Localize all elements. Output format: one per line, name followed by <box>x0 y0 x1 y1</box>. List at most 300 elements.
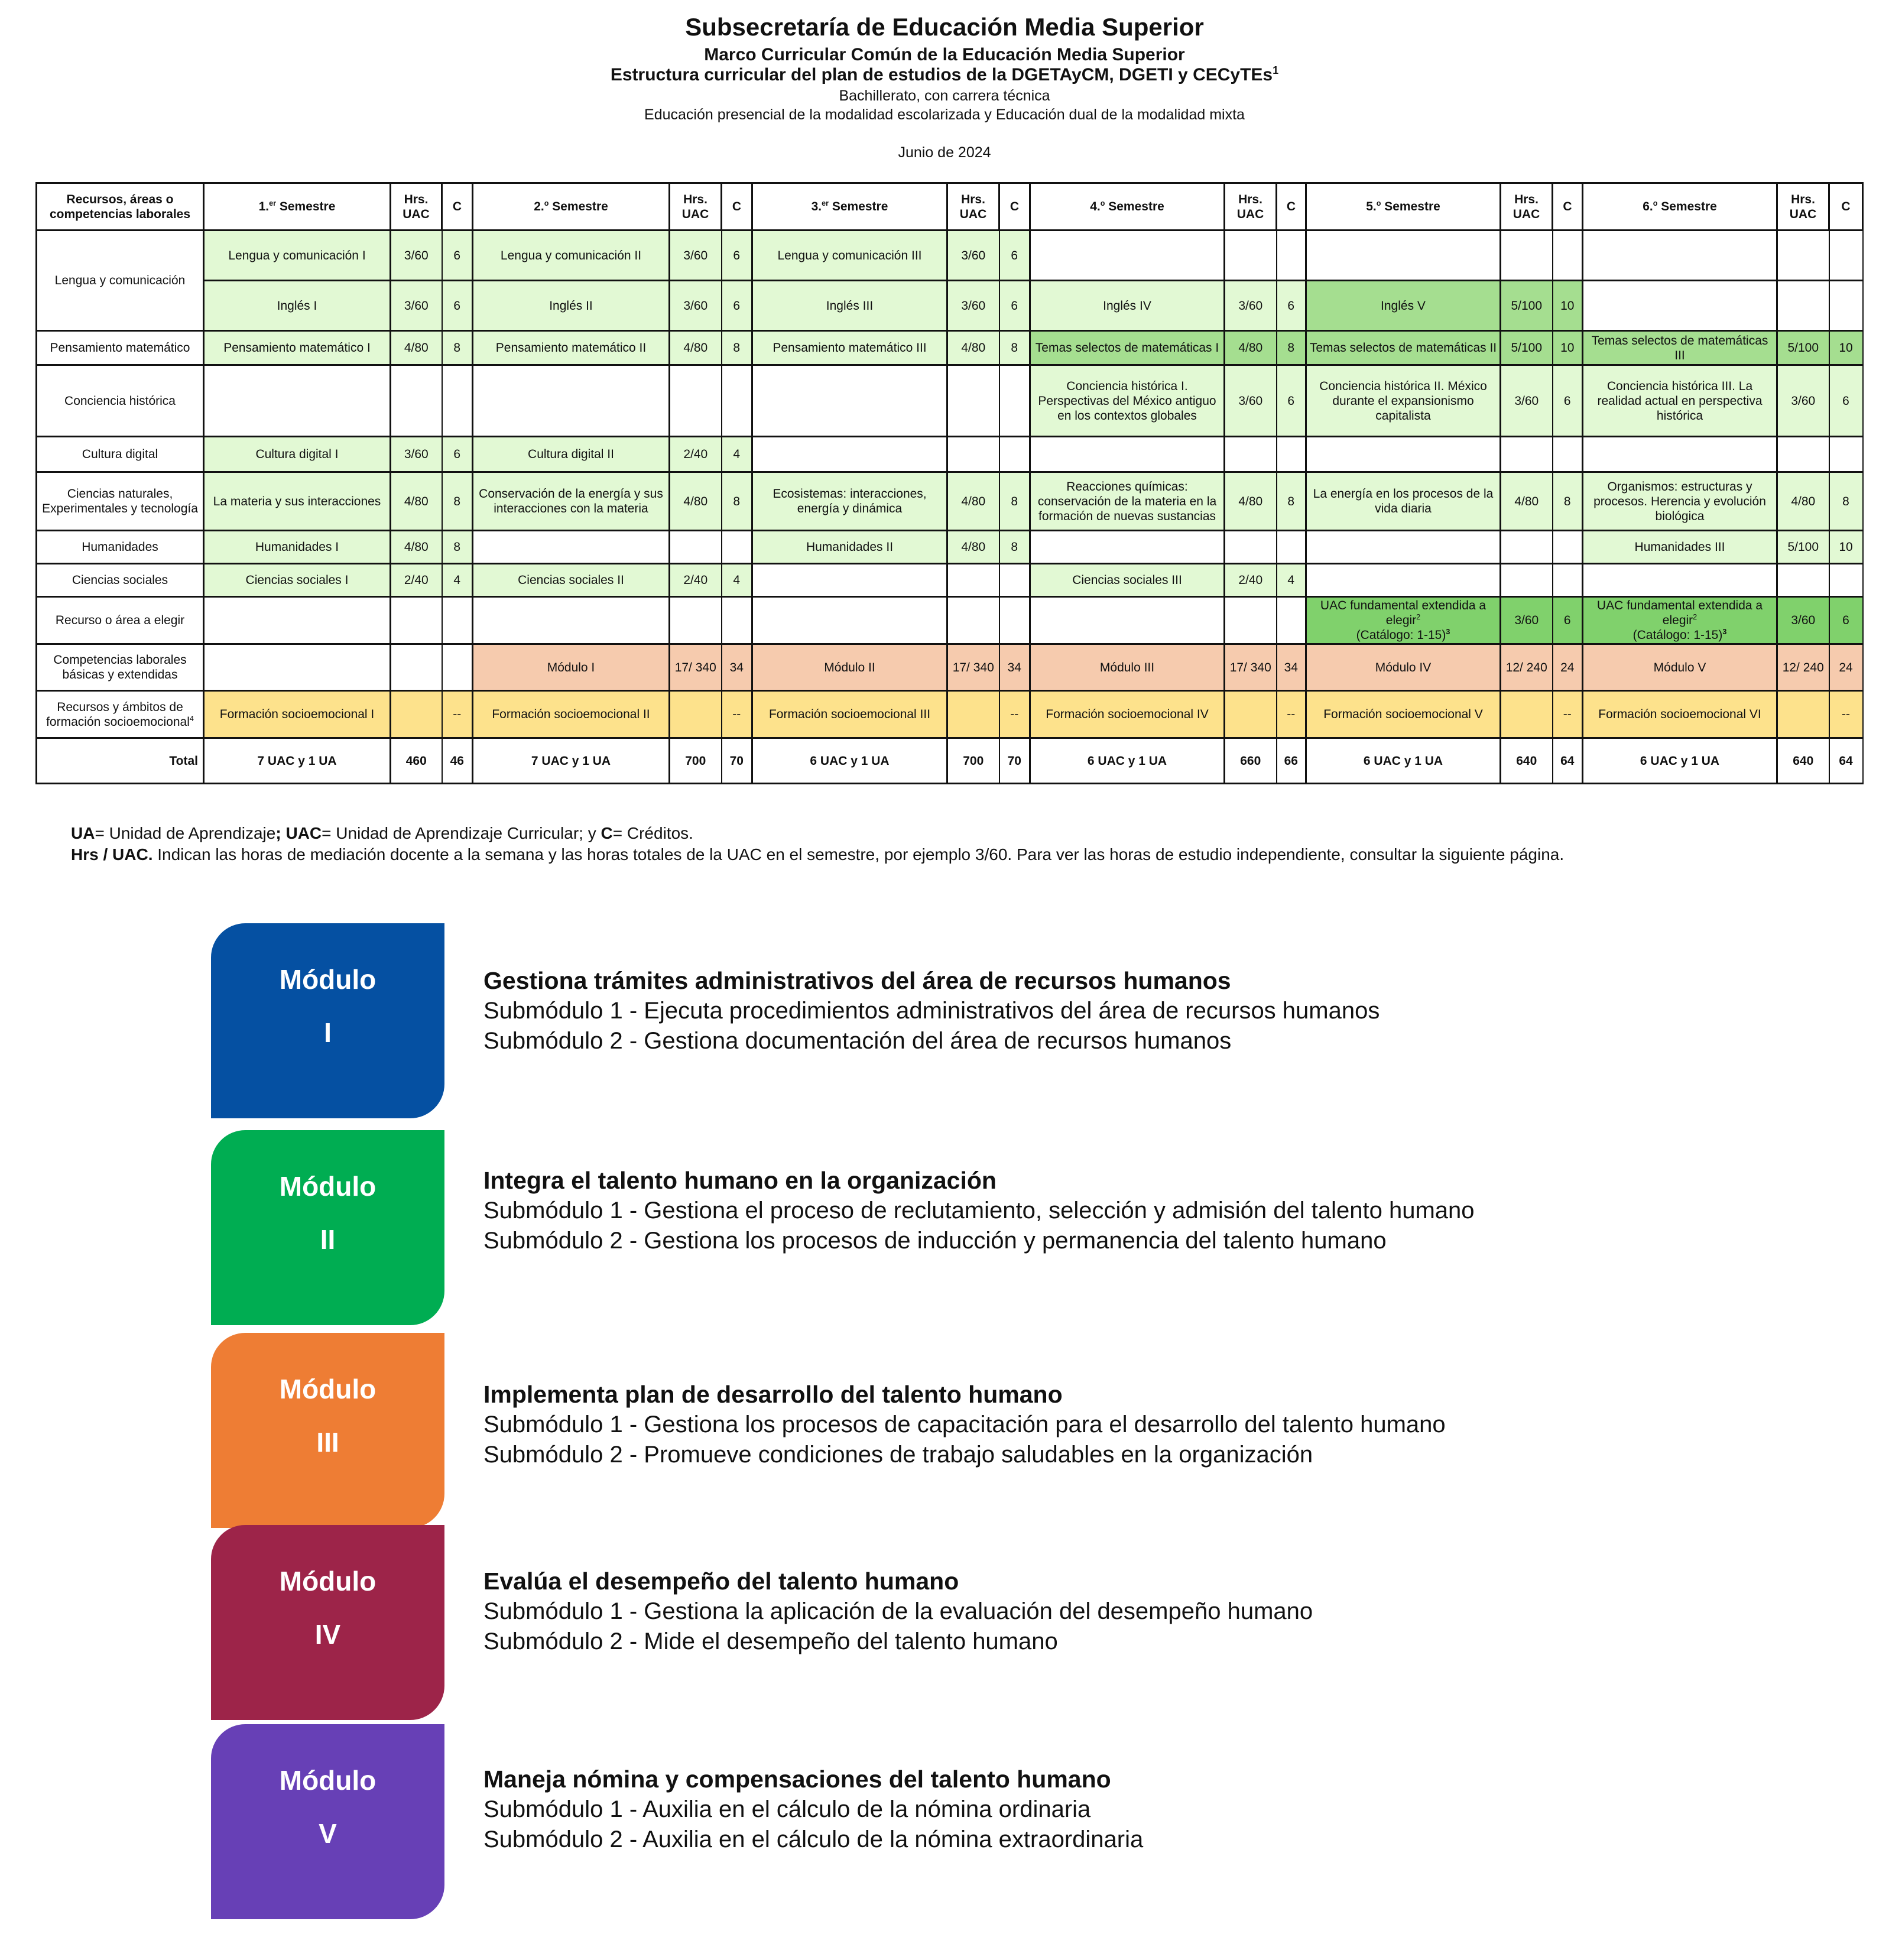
uac-cell <box>473 738 670 784</box>
hours-cell <box>947 365 999 437</box>
module-numeral: V <box>319 1818 337 1849</box>
credits-cell: 34 <box>722 644 752 691</box>
uac-cell <box>204 437 391 472</box>
notes <box>71 823 1564 865</box>
credits-cell: 8 <box>442 472 473 531</box>
subtitle-modalidad: Educación presencial de la modalidad escolarizada y Educación dual de la modalidad mixta <box>644 106 1245 123</box>
credits-cell <box>1829 437 1863 472</box>
submodule-1: Submódulo 1 - Gestiona los procesos de capacitación para el desarrollo del talento humano <box>483 1411 1446 1437</box>
uac-cell <box>204 281 391 331</box>
uac-cell <box>1030 281 1225 331</box>
table-header-row <box>37 183 1863 231</box>
sem-sup: o <box>1100 199 1105 207</box>
uac-cell <box>473 281 670 331</box>
hours-cell: 4/80 <box>1225 331 1277 365</box>
uac-name: Ciencias sociales II <box>518 573 624 587</box>
footnote-ref: 1 <box>1273 64 1279 76</box>
uac-cell <box>1583 231 1777 281</box>
hours-cell: 3/60 <box>391 281 442 331</box>
credits-cell <box>1277 231 1306 281</box>
uac-cell <box>204 597 391 644</box>
uac-name: Formación socioemocional I <box>219 708 375 721</box>
hours-cell <box>1777 564 1829 597</box>
hours-cell <box>1225 231 1277 281</box>
hours-cell: 17/ 340 <box>947 644 999 691</box>
uac-name: UAC fundamental extendida a elegir <box>1596 599 1763 627</box>
uac-cell <box>1030 231 1225 281</box>
document-date: Junio de 2024 <box>898 144 991 161</box>
uac-name: Módulo III <box>1099 660 1155 674</box>
module-description <box>483 1380 1446 1470</box>
hours-cell <box>670 531 722 564</box>
credits-cell: 46 <box>442 738 473 784</box>
uac-name: Formación socioemocional III <box>768 708 931 721</box>
credits-cell: 70 <box>999 738 1030 784</box>
area-label-text: Total <box>169 754 198 768</box>
uac-name: UAC fundamental extendida a elegir <box>1320 599 1486 627</box>
uac-cell <box>1583 564 1777 597</box>
uac-cell <box>473 564 670 597</box>
hours-cell <box>1777 437 1829 472</box>
hours-cell <box>670 597 722 644</box>
uac-cell <box>204 738 391 784</box>
abbr-ua: UA <box>71 824 95 842</box>
hours-cell: 3/60 <box>670 281 722 331</box>
uac-name: Módulo I <box>547 660 595 674</box>
hours-cell: 4/80 <box>947 472 999 531</box>
uac-name: 7 UAC y 1 UA <box>257 754 337 768</box>
credits-cell: 6 <box>722 281 752 331</box>
credits-cell: 6 <box>442 231 473 281</box>
credits-cell: 34 <box>1277 644 1306 691</box>
module-badge <box>211 1333 444 1528</box>
hours-cell <box>1777 231 1829 281</box>
area-label <box>37 564 204 597</box>
submodule-2: Submódulo 2 - Gestiona documentación del área de recursos humanos <box>483 1028 1232 1054</box>
credits-cell: 34 <box>999 644 1030 691</box>
uac-name: 6 UAC y 1 UA <box>810 754 890 768</box>
uac-cell <box>752 531 947 564</box>
area-label-text: Lengua y comunicación <box>54 274 186 287</box>
module-numeral: I <box>324 1017 332 1048</box>
uac-name: Conciencia histórica II. México durante el expansionismo capitalista <box>1319 379 1487 423</box>
header-semester <box>1030 183 1225 231</box>
uac-name: Conservación de la energía y sus interacciones con la materia <box>479 487 663 515</box>
uac-cell <box>204 644 391 691</box>
credits-cell: 6 <box>999 231 1030 281</box>
hours-cell: 2/40 <box>670 564 722 597</box>
hours-cell <box>1777 281 1829 331</box>
catalog-note: (Catálogo: 1-15) <box>1632 628 1723 642</box>
uac-cell <box>473 331 670 365</box>
hours-cell <box>1501 564 1553 597</box>
credits-cell: 24 <box>1553 644 1583 691</box>
module-badge <box>211 1130 444 1325</box>
credits-cell: 8 <box>1277 472 1306 531</box>
sem-label: Semestre <box>1657 200 1717 213</box>
submodule-2: Submódulo 2 - Mide el desempeño del talento humano <box>483 1628 1058 1654</box>
credits-cell <box>1553 531 1583 564</box>
uac-cell <box>1583 365 1777 437</box>
hours-cell <box>1777 691 1829 738</box>
footnote-ref: 2 <box>1693 613 1697 621</box>
area-label-text: Cultura digital <box>82 447 158 461</box>
table-row-total <box>37 738 1863 784</box>
footnote-ref: 3 <box>1722 628 1727 636</box>
page-title: Subsecretaría de Educación Media Superior <box>685 13 1204 41</box>
hours-cell: 5/100 <box>1501 331 1553 365</box>
header-hrs: Hrs. UAC <box>670 183 722 231</box>
header-c: C <box>1829 183 1863 231</box>
module-label: Módulo <box>279 1171 376 1202</box>
credits-cell <box>1553 564 1583 597</box>
uac-cell <box>473 531 670 564</box>
hours-cell: 460 <box>391 738 442 784</box>
uac-cell <box>752 738 947 784</box>
credits-cell: -- <box>442 691 473 738</box>
uac-name: Ciencias sociales III <box>1072 573 1182 587</box>
credits-cell: 8 <box>722 331 752 365</box>
hours-cell: 3/60 <box>1777 365 1829 437</box>
uac-cell <box>1030 738 1225 784</box>
credits-cell <box>1277 531 1306 564</box>
uac-cell <box>1030 365 1225 437</box>
header-area: Recursos, áreas o competencias laborales <box>37 183 204 231</box>
hours-cell <box>947 597 999 644</box>
credits-cell <box>442 365 473 437</box>
uac-name: Módulo V <box>1653 660 1706 674</box>
uac-cell <box>204 531 391 564</box>
hours-cell: 700 <box>947 738 999 784</box>
credits-cell: 8 <box>1277 331 1306 365</box>
credits-cell: 4 <box>722 437 752 472</box>
hours-note <box>71 844 1564 865</box>
credits-cell: 6 <box>1829 365 1863 437</box>
sem-label: Semestre <box>276 200 336 213</box>
uac-cell <box>752 281 947 331</box>
uac-cell <box>1306 231 1501 281</box>
sem-label: Semestre <box>548 200 608 213</box>
table-row-conciencia <box>37 365 1863 437</box>
credits-cell <box>722 597 752 644</box>
module-title: Integra el talento humano en la organización <box>483 1167 997 1194</box>
table-row-lengua <box>37 231 1863 281</box>
uac-cell <box>752 597 947 644</box>
module-title: Gestiona trámites administrativos del área de recursos humanos <box>483 967 1231 994</box>
header-semester <box>473 183 670 231</box>
hours-cell: 4/80 <box>391 472 442 531</box>
credits-cell <box>1277 437 1306 472</box>
def-uac: = Unidad de Aprendizaje Curricular; y <box>322 824 601 842</box>
credits-cell <box>1829 231 1863 281</box>
uac-name: Ciencias sociales I <box>245 573 349 587</box>
uac-cell <box>1306 437 1501 472</box>
area-label-text: Pensamiento matemático <box>50 341 190 355</box>
credits-cell <box>722 365 752 437</box>
uac-name: Humanidades I <box>255 540 339 554</box>
area-label <box>37 644 204 691</box>
uac-cell <box>1030 331 1225 365</box>
area-label <box>37 691 204 738</box>
module-description <box>483 1764 1143 1855</box>
module-label: Módulo <box>279 964 376 995</box>
module-label: Módulo <box>279 1374 376 1404</box>
uac-cell <box>204 691 391 738</box>
submodule-1: Submódulo 1 - Gestiona el proceso de reclutamiento, selección y admisión del talento humano <box>483 1198 1475 1224</box>
credits-cell: 4 <box>722 564 752 597</box>
uac-name: Conciencia histórica III. La realidad actual en perspectiva histórica <box>1597 379 1763 423</box>
credits-cell: 8 <box>1829 472 1863 531</box>
module-numeral: III <box>316 1427 339 1458</box>
uac-cell <box>1306 281 1501 331</box>
submodule-2: Submódulo 2 - Promueve condiciones de trabajo saludables en la organización <box>483 1442 1313 1468</box>
hours-cell: 2/40 <box>670 437 722 472</box>
sem-num: 1. <box>258 200 270 213</box>
hours-cell <box>1501 437 1553 472</box>
uac-name: Formación socioemocional II <box>492 708 650 721</box>
credits-cell <box>1829 564 1863 597</box>
module-description <box>483 1166 1475 1256</box>
subtitle-marco: Marco Curricular Común de la Educación Media Superior <box>704 45 1185 64</box>
uac-cell <box>1306 738 1501 784</box>
credits-cell: 8 <box>999 331 1030 365</box>
hours-cell <box>391 365 442 437</box>
uac-cell <box>473 231 670 281</box>
header-semester <box>752 183 947 231</box>
credits-cell: -- <box>1277 691 1306 738</box>
uac-cell <box>204 231 391 281</box>
uac-cell <box>204 365 391 437</box>
hours-cell: 4/80 <box>391 531 442 564</box>
hours-cell: 3/60 <box>670 231 722 281</box>
area-label <box>37 365 204 437</box>
sem-num: 2. <box>534 200 544 213</box>
hours-cell <box>391 644 442 691</box>
hours-cell: 3/60 <box>391 231 442 281</box>
submodule-2: Submódulo 2 - Auxilia en el cálculo de la nómina extraordinaria <box>483 1826 1144 1852</box>
uac-cell <box>1583 531 1777 564</box>
hours-cell <box>947 437 999 472</box>
credits-cell: 8 <box>442 531 473 564</box>
table-row-humanidades <box>37 531 1863 564</box>
area-label-text: Recursos y ámbitos de formación socioemocional <box>46 700 190 729</box>
sem-num: 3. <box>811 200 822 213</box>
uac-cell <box>473 644 670 691</box>
credits-cell: 6 <box>442 437 473 472</box>
credits-cell: 64 <box>1829 738 1863 784</box>
uac-name: La materia y sus interacciones <box>213 494 381 508</box>
area-label-text: Humanidades <box>82 540 158 554</box>
hours-cell <box>391 691 442 738</box>
submodule-2: Submódulo 2 - Gestiona los procesos de inducción y permanencia del talento humano <box>483 1228 1387 1254</box>
hours-cell: 4/80 <box>947 531 999 564</box>
header-hrs: Hrs. UAC <box>1225 183 1277 231</box>
module-description <box>483 1566 1313 1657</box>
curricular-table <box>35 182 1864 784</box>
hours-cell <box>1225 597 1277 644</box>
uac-name: Cultura digital I <box>255 447 339 461</box>
sem-sup: o <box>544 199 549 207</box>
uac-name: Ecosistemas: interacciones, energía y dinámica <box>773 487 927 515</box>
header-c: C <box>1553 183 1583 231</box>
table-row-pensamiento <box>37 331 1863 365</box>
sem-label: Semestre <box>829 200 888 213</box>
uac-name: Humanidades III <box>1634 540 1725 554</box>
uac-name: Cultura digital II <box>528 447 614 461</box>
credits-cell: 6 <box>722 231 752 281</box>
credits-cell: 6 <box>999 281 1030 331</box>
footnote-ref: 2 <box>1416 613 1421 621</box>
module-title: Maneja nómina y compensaciones del talento humano <box>483 1766 1111 1793</box>
sem-num: 4. <box>1090 200 1101 213</box>
table-row-ciencias-nat <box>37 472 1863 531</box>
uac-name: Inglés V <box>1381 298 1426 313</box>
uac-cell <box>1030 691 1225 738</box>
hours-cell: 3/60 <box>947 281 999 331</box>
uac-name: Organismos: estructuras y procesos. Herencia y evolución biológica <box>1593 479 1766 523</box>
credits-cell <box>999 597 1030 644</box>
module-badge <box>211 1525 444 1720</box>
uac-cell <box>1583 644 1777 691</box>
uac-cell <box>1583 437 1777 472</box>
credits-cell: -- <box>1829 691 1863 738</box>
uac-name: Formación socioemocional VI <box>1598 708 1761 721</box>
table-row-ciencias-soc <box>37 564 1863 597</box>
credits-cell <box>1829 281 1863 331</box>
hours-cell <box>1501 691 1553 738</box>
uac-cell <box>1030 597 1225 644</box>
hours-cell: 3/60 <box>1225 281 1277 331</box>
header-hrs: Hrs. UAC <box>1501 183 1553 231</box>
uac-cell <box>473 365 670 437</box>
area-label <box>37 531 204 564</box>
header-c: C <box>999 183 1030 231</box>
hours-cell: 5/100 <box>1501 281 1553 331</box>
sem-num: 5. <box>1366 200 1377 213</box>
uac-name: Temas selectos de matemáticas I <box>1035 341 1219 355</box>
uac-cell <box>752 365 947 437</box>
area-label <box>37 437 204 472</box>
credits-cell: 66 <box>1277 738 1306 784</box>
uac-name: Reacciones químicas: conservación de la materia en la formación de nuevas sustancias <box>1037 479 1217 523</box>
uac-name: 6 UAC y 1 UA <box>1087 754 1167 768</box>
uac-cell <box>1030 531 1225 564</box>
abbreviations-note <box>71 823 1564 844</box>
sem-sup: o <box>1376 199 1381 207</box>
header-hrs: Hrs. UAC <box>1777 183 1829 231</box>
credits-cell <box>999 365 1030 437</box>
area-label-text: Ciencias naturales, Experimentales y tecnología <box>42 487 198 515</box>
hours-cell <box>391 597 442 644</box>
submodule-1: Submódulo 1 - Ejecuta procedimientos administrativos del área de recursos humanos <box>483 998 1380 1024</box>
module-description <box>483 966 1380 1056</box>
hours-cell <box>1225 531 1277 564</box>
sem-sup: o <box>1653 199 1658 207</box>
hours-cell: 4/80 <box>1225 472 1277 531</box>
credits-cell: 8 <box>999 472 1030 531</box>
credits-cell: 6 <box>1553 365 1583 437</box>
header-semester <box>204 183 391 231</box>
hours-cell: 17/ 340 <box>670 644 722 691</box>
area-label <box>37 472 204 531</box>
uac-name: Lengua y comunicación II <box>500 248 642 262</box>
header-hrs: Hrs. UAC <box>947 183 999 231</box>
credits-cell: 70 <box>722 738 752 784</box>
uac-cell <box>1306 564 1501 597</box>
uac-cell <box>204 564 391 597</box>
def-hrs: Indican las horas de mediación docente a la semana y las horas totales de la UAC en el semestre, por ejemplo 3/60. Para ver las horas de estudio independiente, consultar la siguiente página. <box>152 845 1565 864</box>
credits-cell: 8 <box>722 472 752 531</box>
uac-cell <box>1583 691 1777 738</box>
uac-cell <box>204 472 391 531</box>
submodule-1: Submódulo 1 - Gestiona la aplicación de la evaluación del desempeño humano <box>483 1598 1313 1624</box>
hours-cell <box>1225 437 1277 472</box>
credits-cell: 24 <box>1829 644 1863 691</box>
uac-name: Temas selectos de matemáticas II <box>1309 341 1497 355</box>
uac-name: Pensamiento matemático III <box>773 341 927 355</box>
uac-cell <box>752 644 947 691</box>
module-numeral: II <box>320 1224 336 1255</box>
hours-cell: 17/ 340 <box>1225 644 1277 691</box>
uac-name: Pensamiento matemático II <box>495 341 647 355</box>
hours-cell: 12/ 240 <box>1777 644 1829 691</box>
uac-name: Formación socioemocional V <box>1323 708 1483 721</box>
area-label <box>37 331 204 365</box>
hours-cell: 3/60 <box>1501 597 1553 644</box>
credits-cell: -- <box>999 691 1030 738</box>
hours-cell: 640 <box>1501 738 1553 784</box>
abbr-uac: UAC <box>281 824 322 842</box>
hours-cell: 4/80 <box>391 331 442 365</box>
table-row-recurso-elegir <box>37 597 1863 644</box>
uac-cell <box>1030 644 1225 691</box>
uac-cell <box>1306 331 1501 365</box>
uac-cell <box>1306 365 1501 437</box>
uac-cell <box>1306 597 1501 644</box>
credits-cell: 8 <box>999 531 1030 564</box>
uac-name: Conciencia histórica I. Perspectivas del México antiguo en los contextos globales <box>1038 379 1216 423</box>
hours-cell: 4/80 <box>670 472 722 531</box>
uac-cell <box>1583 597 1777 644</box>
credits-cell: 10 <box>1553 281 1583 331</box>
uac-cell <box>752 472 947 531</box>
uac-name: 6 UAC y 1 UA <box>1640 754 1720 768</box>
uac-cell <box>1583 281 1777 331</box>
credits-cell: 8 <box>1553 472 1583 531</box>
area-label <box>37 597 204 644</box>
uac-name: Inglés II <box>549 298 593 313</box>
credits-cell <box>1277 597 1306 644</box>
credits-cell: -- <box>722 691 752 738</box>
credits-cell: 6 <box>1553 597 1583 644</box>
hours-cell: 4/80 <box>1777 472 1829 531</box>
hours-cell: 3/60 <box>391 437 442 472</box>
hours-cell: 3/60 <box>1777 597 1829 644</box>
uac-name: Lengua y comunicación III <box>777 248 922 262</box>
module-label: Módulo <box>279 1765 376 1796</box>
area-label <box>37 231 204 331</box>
subtitle-estructura <box>0 65 1889 85</box>
submodule-1: Submódulo 1 - Auxilia en el cálculo de la nómina ordinaria <box>483 1796 1091 1822</box>
module-title: Evalúa el desempeño del talento humano <box>483 1568 959 1595</box>
hours-cell <box>1501 231 1553 281</box>
credits-cell: 10 <box>1553 331 1583 365</box>
hours-cell: 700 <box>670 738 722 784</box>
table-row-competencias <box>37 644 1863 691</box>
area-label-text: Competencias laborales básicas y extendidas <box>53 653 187 682</box>
credits-cell: 4 <box>1277 564 1306 597</box>
area-label-text: Conciencia histórica <box>64 394 176 408</box>
